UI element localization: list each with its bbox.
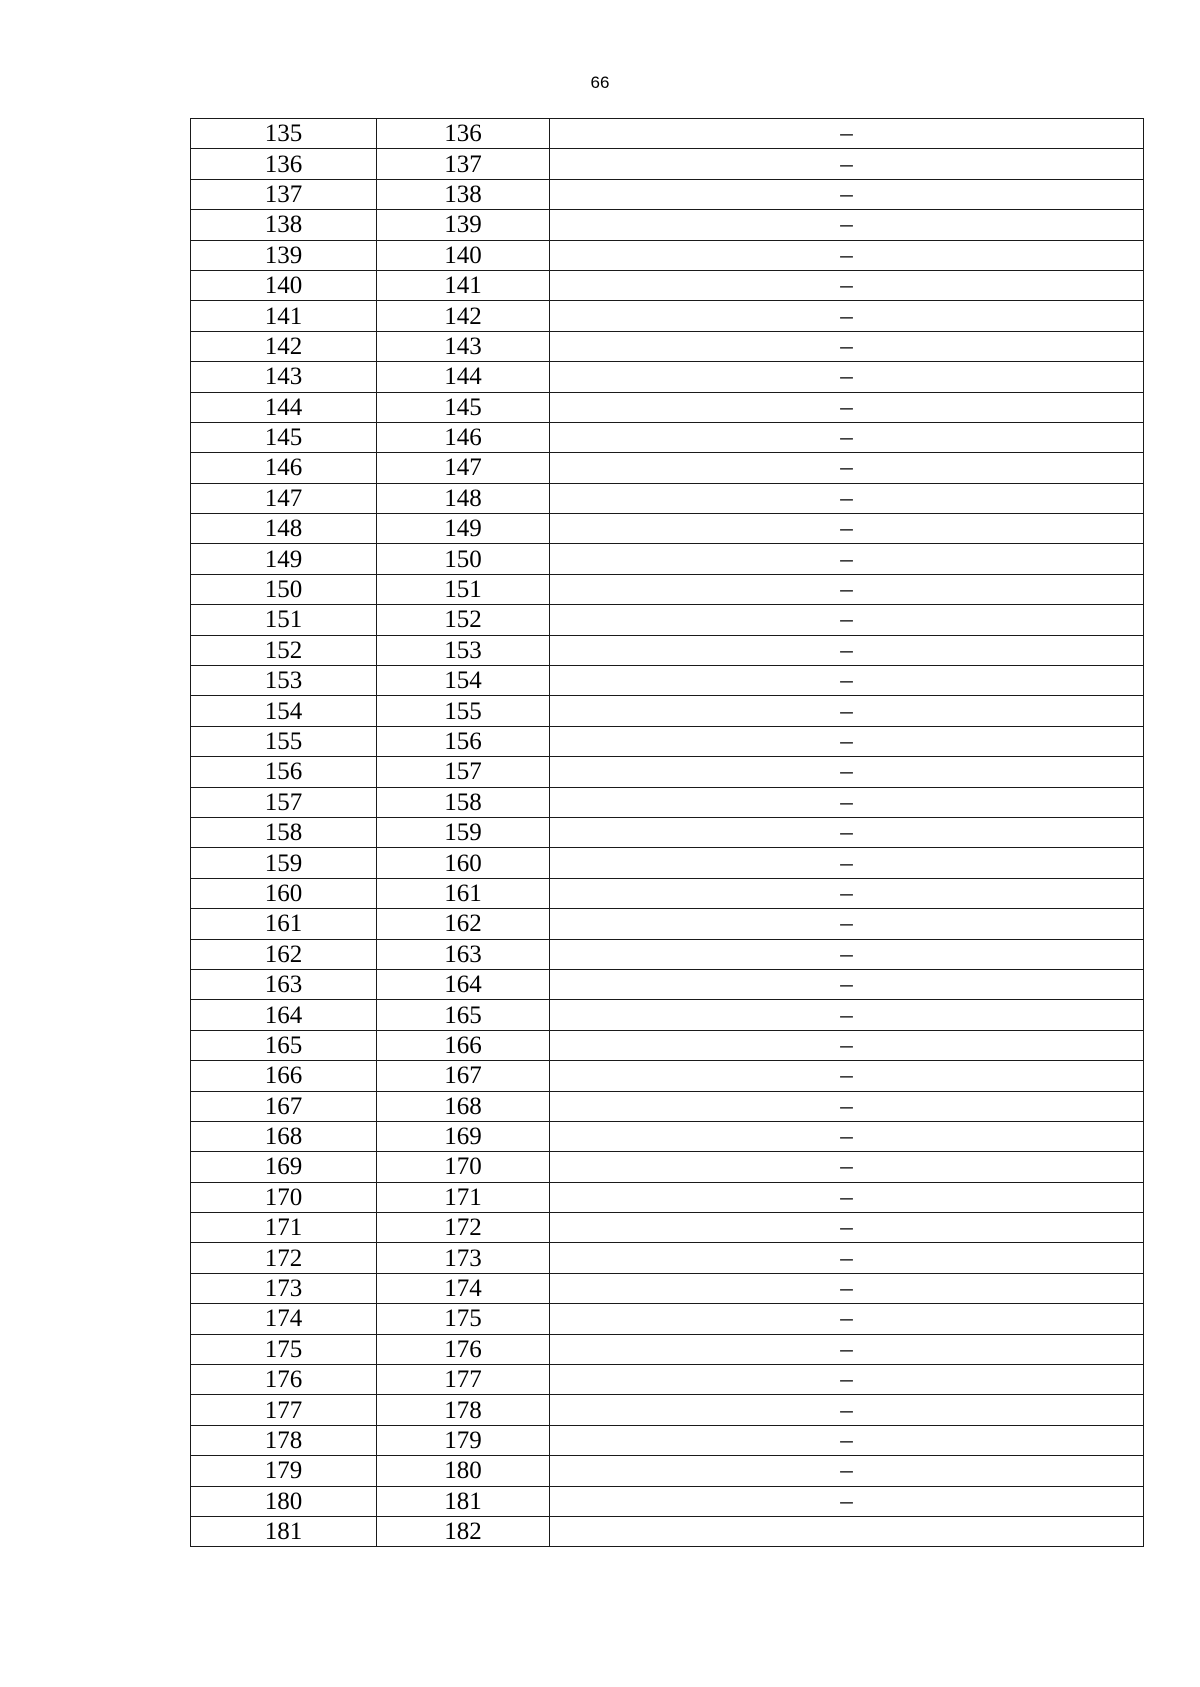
- table-cell-c: –: [550, 240, 1144, 270]
- table-row: [191, 392, 1144, 422]
- table-cell-b: 172: [377, 1213, 550, 1243]
- table-cell-b: 156: [377, 726, 550, 756]
- table-cell-b: 145: [377, 392, 550, 422]
- table-cell-b: 170: [377, 1152, 550, 1182]
- table-cell-c: –: [550, 574, 1144, 604]
- table-cell-a: 146: [191, 453, 377, 483]
- table-cell-c: –: [550, 909, 1144, 939]
- table-cell-a: 151: [191, 605, 377, 635]
- table-cell-a: 140: [191, 270, 377, 300]
- table-cell-c: –: [550, 514, 1144, 544]
- table-cell-b: 158: [377, 787, 550, 817]
- table-cell-b: 176: [377, 1334, 550, 1364]
- table-cell-b: 146: [377, 422, 550, 452]
- table-cell-c: –: [550, 1243, 1144, 1273]
- table-cell-b: 168: [377, 1091, 550, 1121]
- table-cell-a: 180: [191, 1486, 377, 1516]
- table-cell-a: 168: [191, 1121, 377, 1151]
- table-row: [191, 1030, 1144, 1060]
- table-cell-c: –: [550, 1304, 1144, 1334]
- table-cell-b: 169: [377, 1121, 550, 1151]
- table-cell-c: –: [550, 1121, 1144, 1151]
- table-cell-a: 154: [191, 696, 377, 726]
- table-cell-a: 137: [191, 179, 377, 209]
- table-row: [191, 1121, 1144, 1151]
- table-cell-b: 147: [377, 453, 550, 483]
- table-cell-b: 164: [377, 969, 550, 999]
- table-cell-a: 139: [191, 240, 377, 270]
- table-cell-a: 135: [191, 119, 377, 149]
- table-row: [191, 179, 1144, 209]
- table-cell-c: –: [550, 422, 1144, 452]
- table-body: [191, 119, 1144, 1547]
- table-cell-a: 155: [191, 726, 377, 756]
- table-cell-c: –: [550, 726, 1144, 756]
- table-cell-c: –: [550, 1334, 1144, 1364]
- table-cell-c: –: [550, 210, 1144, 240]
- table-row: [191, 817, 1144, 847]
- table-cell-c: –: [550, 1425, 1144, 1455]
- table-cell-a: 160: [191, 878, 377, 908]
- table-cell-c: –: [550, 544, 1144, 574]
- table-cell-b: 174: [377, 1273, 550, 1303]
- table-cell-c: –: [550, 696, 1144, 726]
- table-row: [191, 696, 1144, 726]
- table-cell-c: –: [550, 301, 1144, 331]
- table-row: [191, 1061, 1144, 1091]
- table-cell-c: [550, 1516, 1144, 1546]
- table-cell-a: 173: [191, 1273, 377, 1303]
- table-cell-b: 163: [377, 939, 550, 969]
- table-cell-c: –: [550, 817, 1144, 847]
- table-cell-b: 160: [377, 848, 550, 878]
- table-cell-c: –: [550, 1273, 1144, 1303]
- table-cell-c: –: [550, 848, 1144, 878]
- table-cell-b: 142: [377, 301, 550, 331]
- table-cell-a: 172: [191, 1243, 377, 1273]
- table-cell-a: 150: [191, 574, 377, 604]
- table-row: [191, 240, 1144, 270]
- table-cell-b: 148: [377, 483, 550, 513]
- table-row: [191, 270, 1144, 300]
- table-cell-c: –: [550, 939, 1144, 969]
- table-cell-c: –: [550, 1152, 1144, 1182]
- table-row: [191, 848, 1144, 878]
- table-cell-b: 149: [377, 514, 550, 544]
- table-row: [191, 331, 1144, 361]
- table-row: [191, 726, 1144, 756]
- table-cell-b: 137: [377, 149, 550, 179]
- table-cell-a: 136: [191, 149, 377, 179]
- table-cell-c: –: [550, 1486, 1144, 1516]
- table-cell-c: –: [550, 270, 1144, 300]
- page-number: 66: [590, 73, 610, 92]
- table-cell-a: 181: [191, 1516, 377, 1546]
- table-cell-b: 140: [377, 240, 550, 270]
- table-row: [191, 757, 1144, 787]
- table-row: [191, 787, 1144, 817]
- table-row: [191, 362, 1144, 392]
- table-cell-b: 182: [377, 1516, 550, 1546]
- table-cell-b: 159: [377, 817, 550, 847]
- table-cell-b: 166: [377, 1030, 550, 1060]
- table-cell-b: 139: [377, 210, 550, 240]
- table-cell-a: 164: [191, 1000, 377, 1030]
- table-cell-b: 165: [377, 1000, 550, 1030]
- table-cell-a: 175: [191, 1334, 377, 1364]
- table-cell-a: 148: [191, 514, 377, 544]
- table-row: [191, 1304, 1144, 1334]
- table-row: [191, 422, 1144, 452]
- table-cell-b: 150: [377, 544, 550, 574]
- table-cell-a: 157: [191, 787, 377, 817]
- table-row: [191, 1334, 1144, 1364]
- table-cell-a: 141: [191, 301, 377, 331]
- table-row: [191, 1243, 1144, 1273]
- table-row: [191, 635, 1144, 665]
- table-row: [191, 1213, 1144, 1243]
- table-cell-b: 162: [377, 909, 550, 939]
- table-cell-b: 175: [377, 1304, 550, 1334]
- table-cell-b: 155: [377, 696, 550, 726]
- table-cell-c: –: [550, 787, 1144, 817]
- table-cell-b: 152: [377, 605, 550, 635]
- table-cell-c: –: [550, 605, 1144, 635]
- table-row: [191, 483, 1144, 513]
- table-cell-a: 161: [191, 909, 377, 939]
- table-cell-a: 153: [191, 666, 377, 696]
- table-cell-c: –: [550, 179, 1144, 209]
- table-cell-b: 154: [377, 666, 550, 696]
- table-cell-c: –: [550, 1000, 1144, 1030]
- table-cell-c: –: [550, 331, 1144, 361]
- table-row: [191, 666, 1144, 696]
- table-row: [191, 1486, 1144, 1516]
- table-cell-c: –: [550, 666, 1144, 696]
- table-cell-c: –: [550, 119, 1144, 149]
- table-row: [191, 210, 1144, 240]
- table-row: [191, 1273, 1144, 1303]
- table-cell-c: –: [550, 453, 1144, 483]
- table-cell-b: 136: [377, 119, 550, 149]
- table-cell-a: 165: [191, 1030, 377, 1060]
- table-cell-a: 177: [191, 1395, 377, 1425]
- table-cell-b: 157: [377, 757, 550, 787]
- data-table: [190, 118, 1144, 1547]
- table-row: [191, 1000, 1144, 1030]
- table-row: [191, 119, 1144, 149]
- table-cell-c: –: [550, 1030, 1144, 1060]
- table-cell-c: –: [550, 1213, 1144, 1243]
- table-row: [191, 1516, 1144, 1546]
- table-cell-a: 152: [191, 635, 377, 665]
- table-row: [191, 969, 1144, 999]
- table-cell-a: 179: [191, 1456, 377, 1486]
- table-cell-a: 143: [191, 362, 377, 392]
- table-cell-c: –: [550, 1456, 1144, 1486]
- table-row: [191, 514, 1144, 544]
- table-cell-c: –: [550, 969, 1144, 999]
- table-cell-b: 180: [377, 1456, 550, 1486]
- table-cell-a: 158: [191, 817, 377, 847]
- table-cell-b: 151: [377, 574, 550, 604]
- table-cell-c: –: [550, 483, 1144, 513]
- table-row: [191, 605, 1144, 635]
- table-row: [191, 301, 1144, 331]
- table-cell-a: 178: [191, 1425, 377, 1455]
- table-row: [191, 939, 1144, 969]
- table-cell-a: 167: [191, 1091, 377, 1121]
- table-cell-c: –: [550, 1091, 1144, 1121]
- table-cell-c: –: [550, 1182, 1144, 1212]
- table-row: [191, 1456, 1144, 1486]
- table-row: [191, 544, 1144, 574]
- table-cell-a: 174: [191, 1304, 377, 1334]
- table-cell-a: 147: [191, 483, 377, 513]
- table-cell-b: 144: [377, 362, 550, 392]
- table-row: [191, 1395, 1144, 1425]
- table-cell-c: –: [550, 1365, 1144, 1395]
- table-cell-b: 181: [377, 1486, 550, 1516]
- table-row: [191, 574, 1144, 604]
- table-cell-b: 153: [377, 635, 550, 665]
- table-row: [191, 1425, 1144, 1455]
- table-cell-a: 144: [191, 392, 377, 422]
- table-cell-c: –: [550, 635, 1144, 665]
- table-cell-a: 149: [191, 544, 377, 574]
- table-cell-a: 163: [191, 969, 377, 999]
- table-row: [191, 909, 1144, 939]
- table-cell-a: 169: [191, 1152, 377, 1182]
- table-row: [191, 878, 1144, 908]
- table-cell-a: 166: [191, 1061, 377, 1091]
- table-row: [191, 453, 1144, 483]
- table-cell-a: 171: [191, 1213, 377, 1243]
- table-row: [191, 1091, 1144, 1121]
- table-cell-a: 138: [191, 210, 377, 240]
- table-cell-c: –: [550, 392, 1144, 422]
- table-cell-b: 178: [377, 1395, 550, 1425]
- table-cell-c: –: [550, 149, 1144, 179]
- table-row: [191, 1365, 1144, 1395]
- table-cell-a: 156: [191, 757, 377, 787]
- table-cell-a: 176: [191, 1365, 377, 1395]
- table-cell-c: –: [550, 757, 1144, 787]
- table-row: [191, 149, 1144, 179]
- table-cell-b: 141: [377, 270, 550, 300]
- table-cell-b: 177: [377, 1365, 550, 1395]
- table-cell-c: –: [550, 1395, 1144, 1425]
- table-cell-a: 142: [191, 331, 377, 361]
- table-cell-a: 159: [191, 848, 377, 878]
- table-cell-c: –: [550, 1061, 1144, 1091]
- table-cell-b: 138: [377, 179, 550, 209]
- table-row: [191, 1152, 1144, 1182]
- table-cell-b: 143: [377, 331, 550, 361]
- table-cell-b: 179: [377, 1425, 550, 1455]
- table-cell-c: –: [550, 362, 1144, 392]
- table-cell-a: 170: [191, 1182, 377, 1212]
- table-cell-b: 167: [377, 1061, 550, 1091]
- table-cell-a: 162: [191, 939, 377, 969]
- table-cell-b: 173: [377, 1243, 550, 1273]
- table-cell-a: 145: [191, 422, 377, 452]
- table-row: [191, 1182, 1144, 1212]
- table-cell-b: 171: [377, 1182, 550, 1212]
- table-cell-c: –: [550, 878, 1144, 908]
- table-cell-b: 161: [377, 878, 550, 908]
